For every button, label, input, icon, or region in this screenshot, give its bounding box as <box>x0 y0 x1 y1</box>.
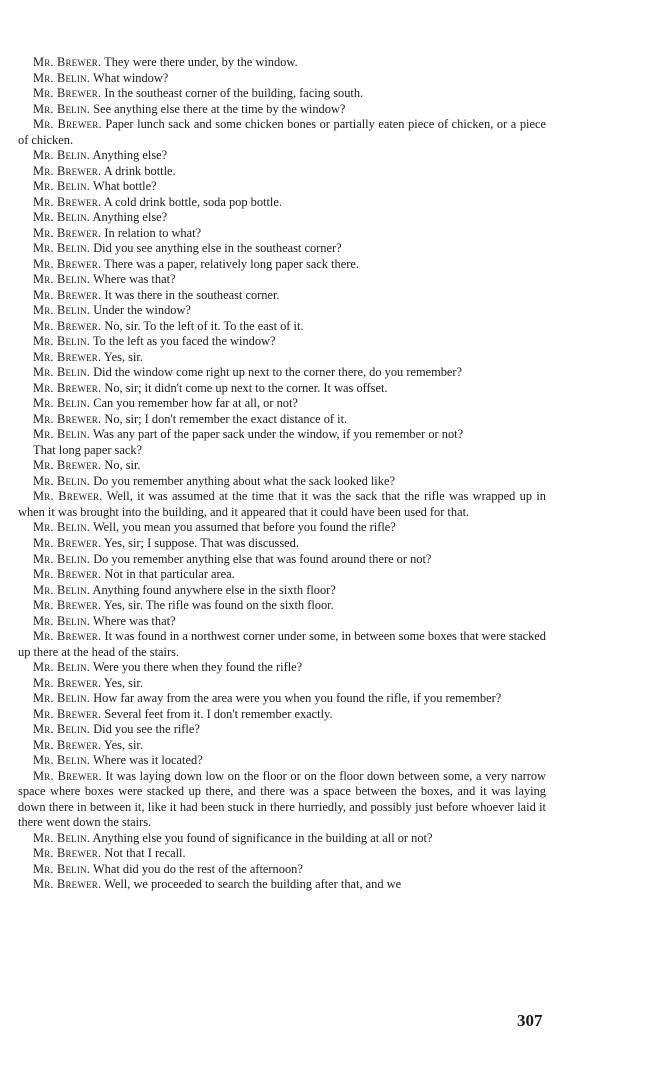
speaker-name: Mr. Brewer. <box>33 737 102 752</box>
testimony-paragraph <box>18 257 546 273</box>
page-number: 307 <box>517 1011 543 1030</box>
speaker-name: Mr. Brewer. <box>33 86 102 101</box>
speaker-name: Mr. Brewer. <box>33 163 102 178</box>
speaker-name: Mr. Brewer. <box>33 706 102 721</box>
paragraph-text: Yes, sir. <box>103 737 143 752</box>
testimony-paragraph <box>18 179 546 195</box>
paragraph-text: What window? <box>92 70 169 85</box>
testimony-paragraph <box>18 288 546 304</box>
speaker-name: Mr. Brewer. <box>33 567 102 582</box>
testimony-paragraph <box>18 226 546 242</box>
speaker-name: Mr. Brewer. <box>33 877 102 892</box>
paragraph-text: Anything else? <box>92 210 168 225</box>
speaker-name: Mr. Brewer. <box>33 194 102 209</box>
paragraph-text: Can you remember how far at all, or not? <box>93 396 298 411</box>
testimony-paragraph <box>18 583 546 599</box>
speaker-name: Mr. Belin. <box>33 427 91 442</box>
testimony-paragraph <box>18 831 546 847</box>
testimony-paragraph <box>18 117 546 148</box>
speaker-name: Mr. Belin. <box>33 365 91 380</box>
testimony-paragraph <box>18 458 546 474</box>
speaker-name: Mr. Brewer. <box>33 318 102 333</box>
testimony-paragraph <box>18 691 546 707</box>
testimony-paragraph <box>18 319 546 335</box>
paragraph-text: No, sir; it didn't come up next to the corner. It was offset. <box>104 380 388 395</box>
paragraph-text: They were there under, by the window. <box>104 55 298 69</box>
paragraph-text: In the southeast corner of the building, facing south. <box>104 86 364 101</box>
paragraph-text: Anything else? <box>92 148 168 163</box>
testimony-paragraph <box>18 365 546 381</box>
speaker-name: Mr. Brewer. <box>33 380 102 395</box>
testimony-paragraph <box>18 195 546 211</box>
paragraph-text: Where was that? <box>92 613 176 628</box>
paragraph-text: A cold drink bottle, soda pop bottle. <box>103 194 282 209</box>
testimony-text <box>18 55 546 893</box>
speaker-name: Mr. Belin. <box>33 551 91 566</box>
testimony-paragraph <box>18 862 546 878</box>
testimony-paragraph <box>18 396 546 412</box>
paragraph-text: No, sir. <box>104 458 141 473</box>
speaker-name: Mr. Brewer. <box>33 287 102 302</box>
testimony-paragraph <box>18 722 546 738</box>
paragraph-text: Well, it was assumed at the time that it was the sack that the rifle was wrapped up in when it was brought into the building, and it appeared that it could have been used for that. <box>18 489 546 519</box>
paragraph-text: Do you remember anything about what the sack looked like? <box>93 473 395 488</box>
testimony-paragraph <box>18 241 546 257</box>
testimony-paragraph <box>18 676 546 692</box>
paragraph-text: How far away from the area were you when you found the rifle, if you remember? <box>93 691 502 706</box>
speaker-name: Mr. Belin. <box>33 473 91 488</box>
speaker-name: Mr. Brewer. <box>33 846 102 861</box>
paragraph-text: Was any part of the paper sack under the window, if you remember or not? <box>92 427 464 442</box>
testimony-paragraph <box>18 86 546 102</box>
paragraph-text: Yes, sir; I suppose. That was discussed. <box>103 535 299 550</box>
paragraph-text: Did the window come right up next to the corner there, do you remember? <box>93 365 463 380</box>
testimony-paragraph <box>18 707 546 723</box>
speaker-name: Mr. Belin. <box>33 753 91 768</box>
speaker-name: Mr. Brewer. <box>33 55 102 69</box>
testimony-paragraph <box>18 629 546 660</box>
paragraph-text: Well, you mean you assumed that before you found the rifle? <box>92 520 396 535</box>
testimony-paragraph <box>18 71 546 87</box>
testimony-paragraph <box>18 210 546 226</box>
testimony-paragraph <box>18 536 546 552</box>
testimony-paragraph <box>18 753 546 769</box>
speaker-name: Mr. Belin. <box>33 722 91 737</box>
testimony-paragraph <box>18 272 546 288</box>
testimony-paragraph <box>18 303 546 319</box>
speaker-name: Mr. Belin. <box>33 334 91 349</box>
paragraph-text: A drink bottle. <box>103 163 176 178</box>
speaker-name: Mr. Belin. <box>33 101 91 116</box>
testimony-paragraph <box>18 877 546 893</box>
testimony-paragraph <box>18 660 546 676</box>
paragraph-text: That long paper sack? <box>33 442 143 457</box>
testimony-paragraph <box>18 598 546 614</box>
testimony-paragraph <box>18 443 546 459</box>
speaker-name: Mr. Brewer. <box>33 535 102 550</box>
paragraph-text: What did you do the rest of the afternoon? <box>92 861 303 876</box>
testimony-paragraph <box>18 846 546 862</box>
paragraph-text: In relation to what? <box>104 225 202 240</box>
paragraph-text: Did you see anything else in the southeast corner? <box>93 241 342 256</box>
speaker-name: Mr. Belin. <box>33 272 91 287</box>
testimony-paragraph <box>18 567 546 583</box>
paragraph-text: Yes, sir. The rifle was found on the sixth floor. <box>103 598 334 613</box>
speaker-name: Mr. Belin. <box>33 303 91 318</box>
speaker-name: Mr. Brewer. <box>33 768 102 783</box>
speaker-name: Mr. Brewer. <box>33 675 102 690</box>
testimony-paragraph <box>18 614 546 630</box>
speaker-name: Mr. Belin. <box>33 861 91 876</box>
paragraph-text: Were you there when they found the rifle? <box>92 660 303 675</box>
paragraph-text: See anything else there at the time by the window? <box>93 101 346 116</box>
paragraph-text: Did you see the rifle? <box>93 722 200 737</box>
testimony-paragraph <box>18 102 546 118</box>
testimony-paragraph <box>18 427 546 443</box>
paragraph-text: There was a paper, relatively long paper sack there. <box>104 256 359 271</box>
testimony-paragraph <box>18 552 546 568</box>
speaker-name: Mr. Belin. <box>33 179 91 194</box>
paragraph-text: What bottle? <box>92 179 157 194</box>
speaker-name: Mr. Brewer. <box>33 411 102 426</box>
paragraph-text: It was there in the southeast corner. <box>104 287 280 302</box>
speaker-name: Mr. Brewer. <box>33 458 102 473</box>
paragraph-text: Where was that? <box>92 272 176 287</box>
testimony-paragraph <box>18 412 546 428</box>
testimony-paragraph <box>18 520 546 536</box>
speaker-name: Mr. Brewer. <box>33 629 102 644</box>
paragraph-text: It was laying down low on the floor or on the floor down between some, a very narrow space where boxes were stacked up there, and there was a space between the boxes, and it was laying down there in between it, like it had been stuck in there hurriedly, and possibly just before whoever laid it there went down the stairs. <box>18 768 546 830</box>
testimony-paragraph <box>18 769 546 831</box>
paragraph-text: Under the window? <box>93 303 191 318</box>
testimony-paragraph <box>18 148 546 164</box>
paragraph-text: Yes, sir. <box>103 675 143 690</box>
testimony-paragraph <box>18 55 546 71</box>
paragraph-text: Anything found anywhere else in the sixth floor? <box>92 582 336 597</box>
speaker-name: Mr. Belin. <box>33 660 91 675</box>
paragraph-text: No, sir. To the left of it. To the east of it. <box>104 318 304 333</box>
paragraph-text: Well, we proceeded to search the building after that, and we <box>104 877 402 892</box>
testimony-paragraph <box>18 738 546 754</box>
speaker-name: Mr. Belin. <box>33 70 91 85</box>
testimony-paragraph <box>18 489 546 520</box>
speaker-name: Mr. Brewer. <box>33 256 102 271</box>
paragraph-text: To the left as you faced the window? <box>92 334 276 349</box>
paragraph-text: Not that I recall. <box>104 846 186 861</box>
testimony-paragraph <box>18 350 546 366</box>
speaker-name: Mr. Brewer. <box>33 349 102 364</box>
testimony-paragraph <box>18 334 546 350</box>
speaker-name: Mr. Brewer. <box>33 225 102 240</box>
speaker-name: Mr. Belin. <box>33 148 91 163</box>
speaker-name: Mr. Belin. <box>33 241 91 256</box>
speaker-name: Mr. Belin. <box>33 396 91 411</box>
speaker-name: Mr. Belin. <box>33 613 91 628</box>
speaker-name: Mr. Brewer. <box>33 117 102 132</box>
speaker-name: Mr. Belin. <box>33 582 91 597</box>
speaker-name: Mr. Belin. <box>33 210 91 225</box>
speaker-name: Mr. Belin. <box>33 830 91 845</box>
testimony-paragraph <box>18 381 546 397</box>
paragraph-text: No, sir; I don't remember the exact distance of it. <box>104 411 348 426</box>
paragraph-text: Not in that particular area. <box>104 567 235 582</box>
paragraph-text: Do you remember anything else that was found around there or not? <box>93 551 432 566</box>
speaker-name: Mr. Brewer. <box>33 598 102 613</box>
speaker-name: Mr. Brewer. <box>33 489 103 504</box>
testimony-paragraph <box>18 164 546 180</box>
paragraph-text: Several feet from it. I don't remember exactly. <box>104 706 333 721</box>
paragraph-text: Paper lunch sack and some chicken bones or partially eaten piece of chicken, or a piece of chicken. <box>18 117 546 147</box>
speaker-name: Mr. Belin. <box>33 520 91 535</box>
paragraph-text: Yes, sir. <box>103 349 143 364</box>
paragraph-text: It was found in a northwest corner under some, in between some boxes that were stacked up there at the head of the stairs. <box>18 629 547 659</box>
paragraph-text: Anything else you found of significance in the building at all or not? <box>92 830 433 845</box>
speaker-name: Mr. Belin. <box>33 691 91 706</box>
paragraph-text: Where was it located? <box>92 753 203 768</box>
testimony-paragraph <box>18 474 546 490</box>
